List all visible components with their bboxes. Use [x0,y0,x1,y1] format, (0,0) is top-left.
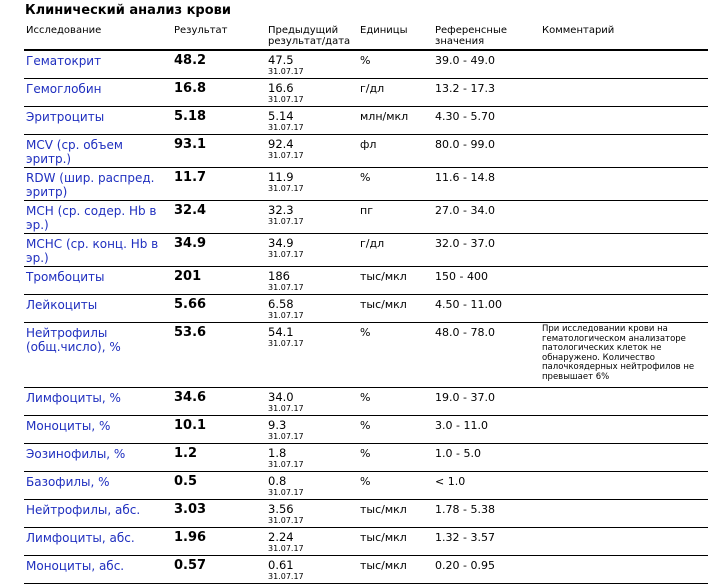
previous-date: 31.07.17 [268,516,304,525]
header-prev: Предыдущий результат/дата [266,22,358,50]
table-row [24,168,708,201]
previous-date: 31.07.17 [268,311,304,320]
previous-result [266,79,358,107]
test-comment [540,267,708,295]
table-row [24,267,708,295]
previous-date: 31.07.17 [268,544,304,553]
test-result: 0.5 [172,472,266,500]
reference-range: 11.6 - 14.8 [433,168,540,201]
table-row [24,201,708,234]
blood-test-table [24,22,708,584]
table-row [24,107,708,135]
test-name[interactable]: Гемоглобин [24,79,172,107]
previous-date: 31.07.17 [268,572,304,581]
reference-range: 80.0 - 99.0 [433,135,540,168]
test-units: тыс/мкл [358,528,433,556]
test-result: 32.4 [172,201,266,234]
table-header [24,22,708,50]
table-row [24,528,708,556]
test-result: 34.9 [172,234,266,267]
reference-range: 1.0 - 5.0 [433,444,540,472]
test-units: % [358,50,433,79]
test-comment [540,472,708,500]
header-comment: Комментарий [540,22,708,50]
reference-range: 19.0 - 37.0 [433,388,540,416]
test-name[interactable]: Нейтрофилы, абс. [24,500,172,528]
previous-date: 31.07.17 [268,283,304,292]
previous-result [266,472,358,500]
test-comment [540,500,708,528]
test-result: 10.1 [172,416,266,444]
previous-date: 31.07.17 [268,217,304,226]
previous-result [266,444,358,472]
test-comment [540,79,708,107]
test-name[interactable]: MCH (ср. содер. Hb в эр.) [24,201,172,234]
test-result: 48.2 [172,50,266,79]
test-result: 53.6 [172,323,266,388]
previous-value: 32.3 [268,203,294,217]
test-name[interactable]: Базофилы, % [24,472,172,500]
test-name[interactable]: Лимфоциты, % [24,388,172,416]
test-name[interactable]: Эозинофилы, % [24,444,172,472]
reference-range: 3.0 - 11.0 [433,416,540,444]
test-result: 5.18 [172,107,266,135]
previous-value: 2.24 [268,530,294,544]
reference-range: 1.78 - 5.38 [433,500,540,528]
table-row [24,295,708,323]
test-result: 16.8 [172,79,266,107]
header-name: Исследование [24,22,172,50]
test-comment [540,234,708,267]
reference-range: 150 - 400 [433,267,540,295]
reference-range: 32.0 - 37.0 [433,234,540,267]
previous-value: 34.9 [268,236,294,250]
test-result: 11.7 [172,168,266,201]
previous-result [266,416,358,444]
test-result: 1.96 [172,528,266,556]
previous-date: 31.07.17 [268,432,304,441]
test-comment [540,135,708,168]
previous-date: 31.07.17 [268,184,304,193]
test-name[interactable]: RDW (шир. распред. эритр) [24,168,172,201]
previous-value: 186 [268,269,290,283]
previous-result [266,135,358,168]
test-comment [540,528,708,556]
previous-value: 6.58 [268,297,294,311]
test-result: 93.1 [172,135,266,168]
previous-result [266,388,358,416]
test-comment [540,556,708,584]
test-comment [540,295,708,323]
test-units: % [358,416,433,444]
table-row [24,416,708,444]
test-name[interactable]: Гематокрит [24,50,172,79]
reference-range: 4.30 - 5.70 [433,107,540,135]
header-ref: Референсные значения [433,22,540,50]
test-units: % [358,168,433,201]
header-result: Результат [172,22,266,50]
table-row [24,323,708,388]
test-name[interactable]: MCHC (ср. конц. Hb в эр.) [24,234,172,267]
test-name[interactable]: Моноциты, % [24,416,172,444]
previous-value: 3.56 [268,502,294,516]
table-row [24,472,708,500]
test-units: тыс/мкл [358,500,433,528]
previous-result [266,323,358,388]
table-row [24,234,708,267]
previous-result [266,234,358,267]
test-comment [540,416,708,444]
test-units: % [358,323,433,388]
previous-result [266,107,358,135]
previous-date: 31.07.17 [268,95,304,104]
previous-value: 5.14 [268,109,294,123]
reference-range: 4.50 - 11.00 [433,295,540,323]
test-name[interactable]: Моноциты, абс. [24,556,172,584]
table-row [24,50,708,79]
previous-date: 31.07.17 [268,488,304,497]
previous-date: 31.07.17 [268,250,304,259]
previous-result [266,168,358,201]
header-units: Единицы [358,22,433,50]
test-result: 5.66 [172,295,266,323]
previous-result [266,556,358,584]
test-comment [540,201,708,234]
test-name[interactable]: Эритроциты [24,107,172,135]
reference-range: 0.20 - 0.95 [433,556,540,584]
test-units: г/дл [358,234,433,267]
previous-result [266,528,358,556]
test-comment [540,168,708,201]
previous-result [266,500,358,528]
test-units: млн/мкл [358,107,433,135]
test-units: фл [358,135,433,168]
reference-range: < 1.0 [433,472,540,500]
previous-value: 9.3 [268,418,287,432]
previous-date: 31.07.17 [268,67,304,76]
test-result: 34.6 [172,388,266,416]
test-comment [540,50,708,79]
previous-value: 11.9 [268,170,294,184]
table-row [24,556,708,584]
reference-range: 48.0 - 78.0 [433,323,540,388]
previous-date: 31.07.17 [268,123,304,132]
previous-value: 16.6 [268,81,294,95]
test-result: 0.57 [172,556,266,584]
previous-value: 0.61 [268,558,294,572]
test-result: 3.03 [172,500,266,528]
table-row [24,444,708,472]
test-name[interactable]: MCV (ср. объем эритр.) [24,135,172,168]
previous-result [266,295,358,323]
test-result: 201 [172,267,266,295]
test-name[interactable]: Лейкоциты [24,295,172,323]
test-units: тыс/мкл [358,556,433,584]
previous-date: 31.07.17 [268,151,304,160]
previous-value: 0.8 [268,474,287,488]
previous-value: 92.4 [268,137,294,151]
table-row [24,388,708,416]
table-row [24,135,708,168]
previous-result [266,50,358,79]
table-row [24,500,708,528]
test-units: г/дл [358,79,433,107]
test-comment [540,107,708,135]
test-units: % [358,444,433,472]
previous-value: 1.8 [268,446,287,460]
previous-value: 47.5 [268,53,294,67]
test-units: % [358,388,433,416]
previous-date: 31.07.17 [268,460,304,469]
table-row [24,79,708,107]
reference-range: 27.0 - 34.0 [433,201,540,234]
test-comment [540,444,708,472]
test-name[interactable]: Нейтрофилы (общ.число), % [24,323,172,388]
test-units: тыс/мкл [358,267,433,295]
test-units: тыс/мкл [358,295,433,323]
test-name[interactable]: Тромбоциты [24,267,172,295]
test-comment [540,388,708,416]
previous-value: 34.0 [268,390,294,404]
test-units: % [358,472,433,500]
test-units: пг [358,201,433,234]
test-comment: При исследовании крови на гематологическом анализаторе патологических клеток не обнаружено. Количество палочкоядерных нейтрофилов не превышает 6% [540,323,708,388]
reference-range: 1.32 - 3.57 [433,528,540,556]
page-title: Клинический анализ крови [25,3,231,18]
test-result: 1.2 [172,444,266,472]
previous-value: 54.1 [268,325,294,339]
previous-date: 31.07.17 [268,404,304,413]
reference-range: 13.2 - 17.3 [433,79,540,107]
previous-result [266,267,358,295]
previous-date: 31.07.17 [268,339,304,348]
reference-range: 39.0 - 49.0 [433,50,540,79]
previous-result [266,201,358,234]
test-name[interactable]: Лимфоциты, абс. [24,528,172,556]
